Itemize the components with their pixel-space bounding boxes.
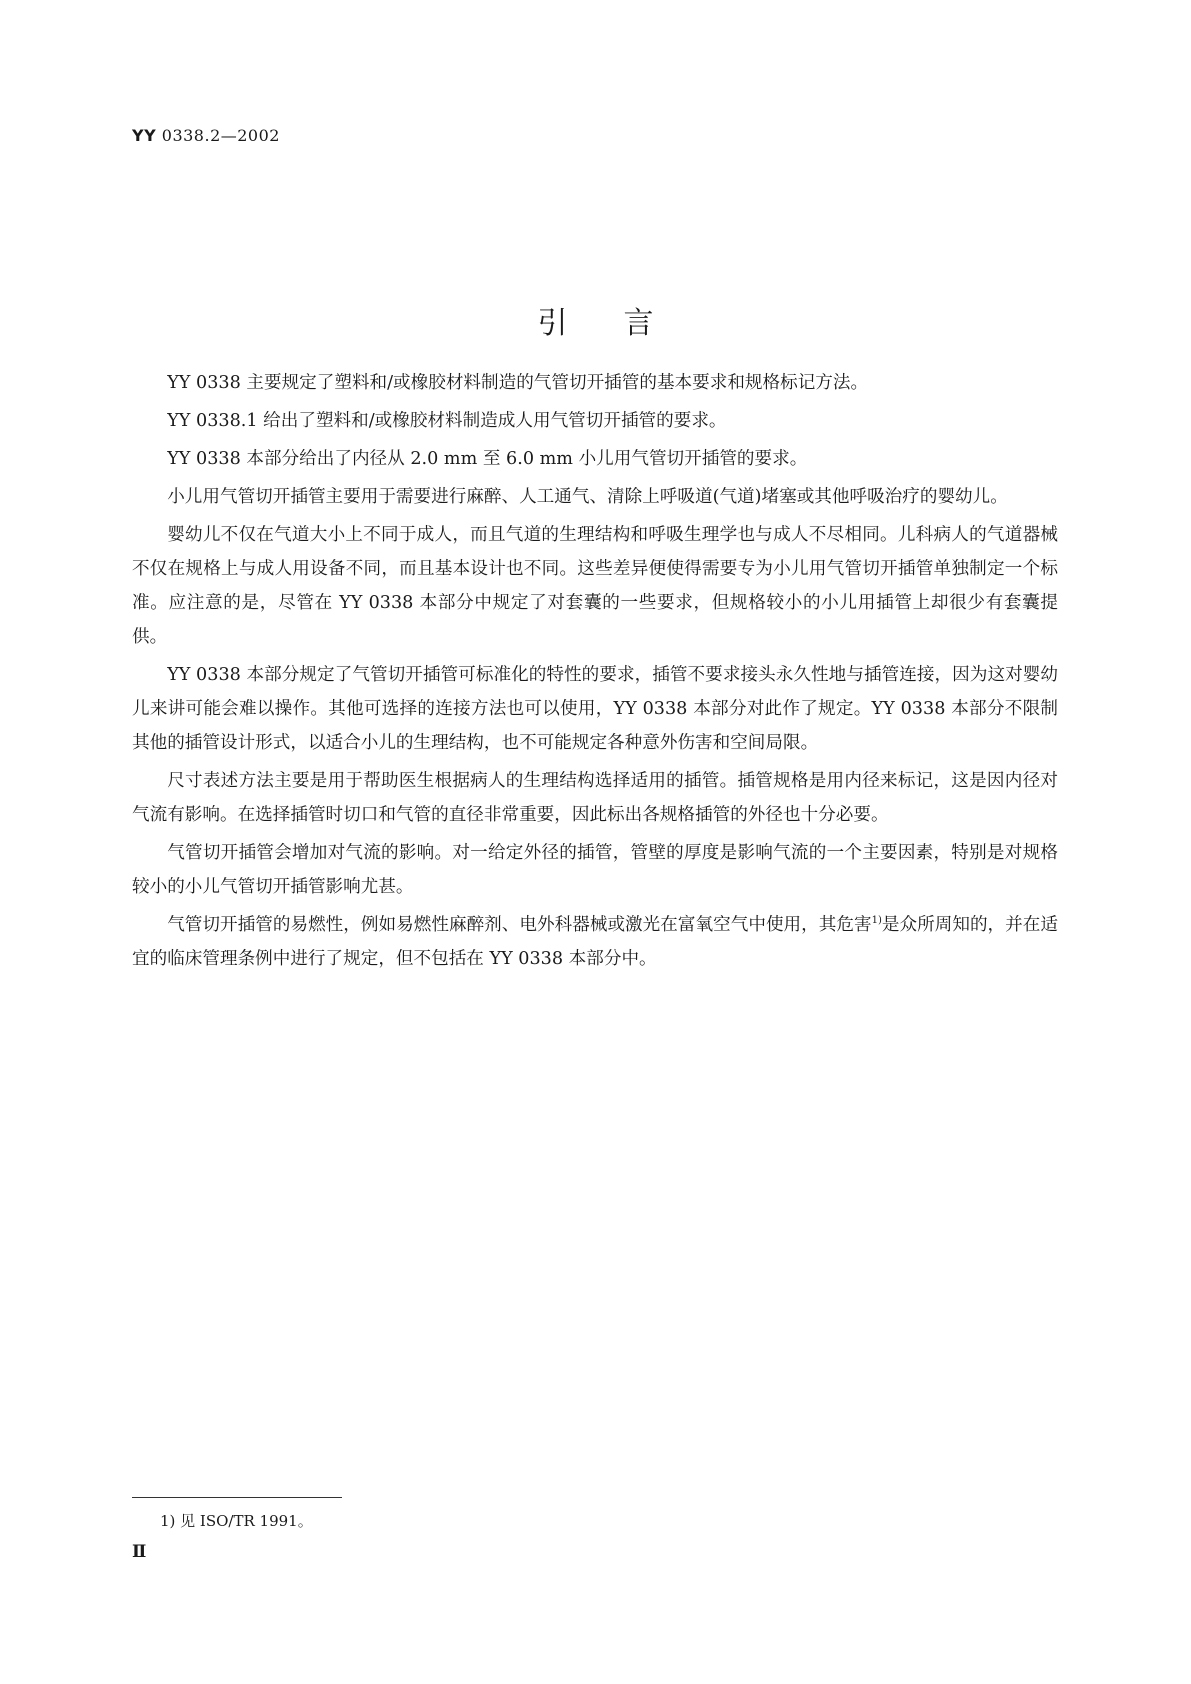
paragraph-4: 小儿用气管切开插管主要用于需要进行麻醉、人工通气、清除上呼吸道(气道)堵塞或其他呼吸治疗的婴幼儿。 bbox=[167, 487, 1008, 507]
paragraph-5: 婴幼儿不仅在气道大小上不同于成人，而且气道的生理结构和呼吸生理学也与成人不尽相同。儿科病人的气道器械不仅在规格上与成人用设备不同，而且基本设计也不同。这些差异便使得需要专为小儿用气管切开插管单独制定一个标准。应注意的是，尽管在 YY 0338 本部分中规定了对套囊的一些要求，但规格较小的小儿用插管上却很少有套囊提供。 bbox=[132, 525, 1058, 647]
paragraph-7: 尺寸表述方法主要是用于帮助医生根据病人的生理结构选择适用的插管。插管规格是用内径来标记，这是因内径对气流有影响。在选择插管时切口和气管的直径非常重要，因此标出各规格插管的外径也十分必要。 bbox=[132, 771, 1058, 825]
paragraph-1: YY 0338 主要规定了塑料和/或橡胶材料制造的气管切开插管的基本要求和规格标记方法。 bbox=[167, 373, 869, 393]
document-code-prefix: YY bbox=[132, 126, 157, 145]
footnote-reference: 1) bbox=[871, 915, 882, 927]
paragraph-9 bbox=[132, 908, 1058, 976]
body-text bbox=[132, 366, 1058, 980]
paragraph-3: YY 0338 本部分给出了内径从 2.0 mm 至 6.0 mm 小儿用气管切开插管的要求。 bbox=[167, 449, 808, 469]
paragraph-9-text-b: 是众所周知的，并在适宜的临床管理条例中进行了规定，但不包括在 YY 0338 本部分中。 bbox=[132, 915, 1058, 969]
paragraph-8: 气管切开插管会增加对气流的影响。对一给定外径的插管，管壁的厚度是影响气流的一个主要因素，特别是对规格较小的小儿气管切开插管影响尤甚。 bbox=[132, 843, 1058, 897]
paragraph-9-text-a: 气管切开插管的易燃性，例如易燃性麻醉剂、电外科器械或激光在富氧空气中使用，其危害 bbox=[167, 915, 872, 935]
footnote: 1) 见 ISO/TR 1991。 bbox=[160, 1512, 313, 1530]
document-code-number: 0338.2—2002 bbox=[156, 126, 280, 145]
document-code bbox=[132, 126, 280, 145]
paragraph-2: YY 0338.1 给出了塑料和/或橡胶材料制造成人用气管切开插管的要求。 bbox=[167, 411, 727, 431]
page-title: 引言 bbox=[537, 306, 710, 341]
footnote-divider bbox=[132, 1497, 342, 1498]
paragraph-6: YY 0338 本部分规定了气管切开插管可标准化的特性的要求，插管不要求接头永久性地与插管连接，因为这对婴幼儿来讲可能会难以操作。其他可选择的连接方法也可以使用，YY 0338 本部分对此作了规定。YY 0338 本部分不限制其他的插管设计形式，以适合小儿的生理结构，也不可能规定各种意外伤害和空间局限。 bbox=[132, 665, 1058, 753]
page-number: Ⅱ bbox=[132, 1542, 147, 1562]
